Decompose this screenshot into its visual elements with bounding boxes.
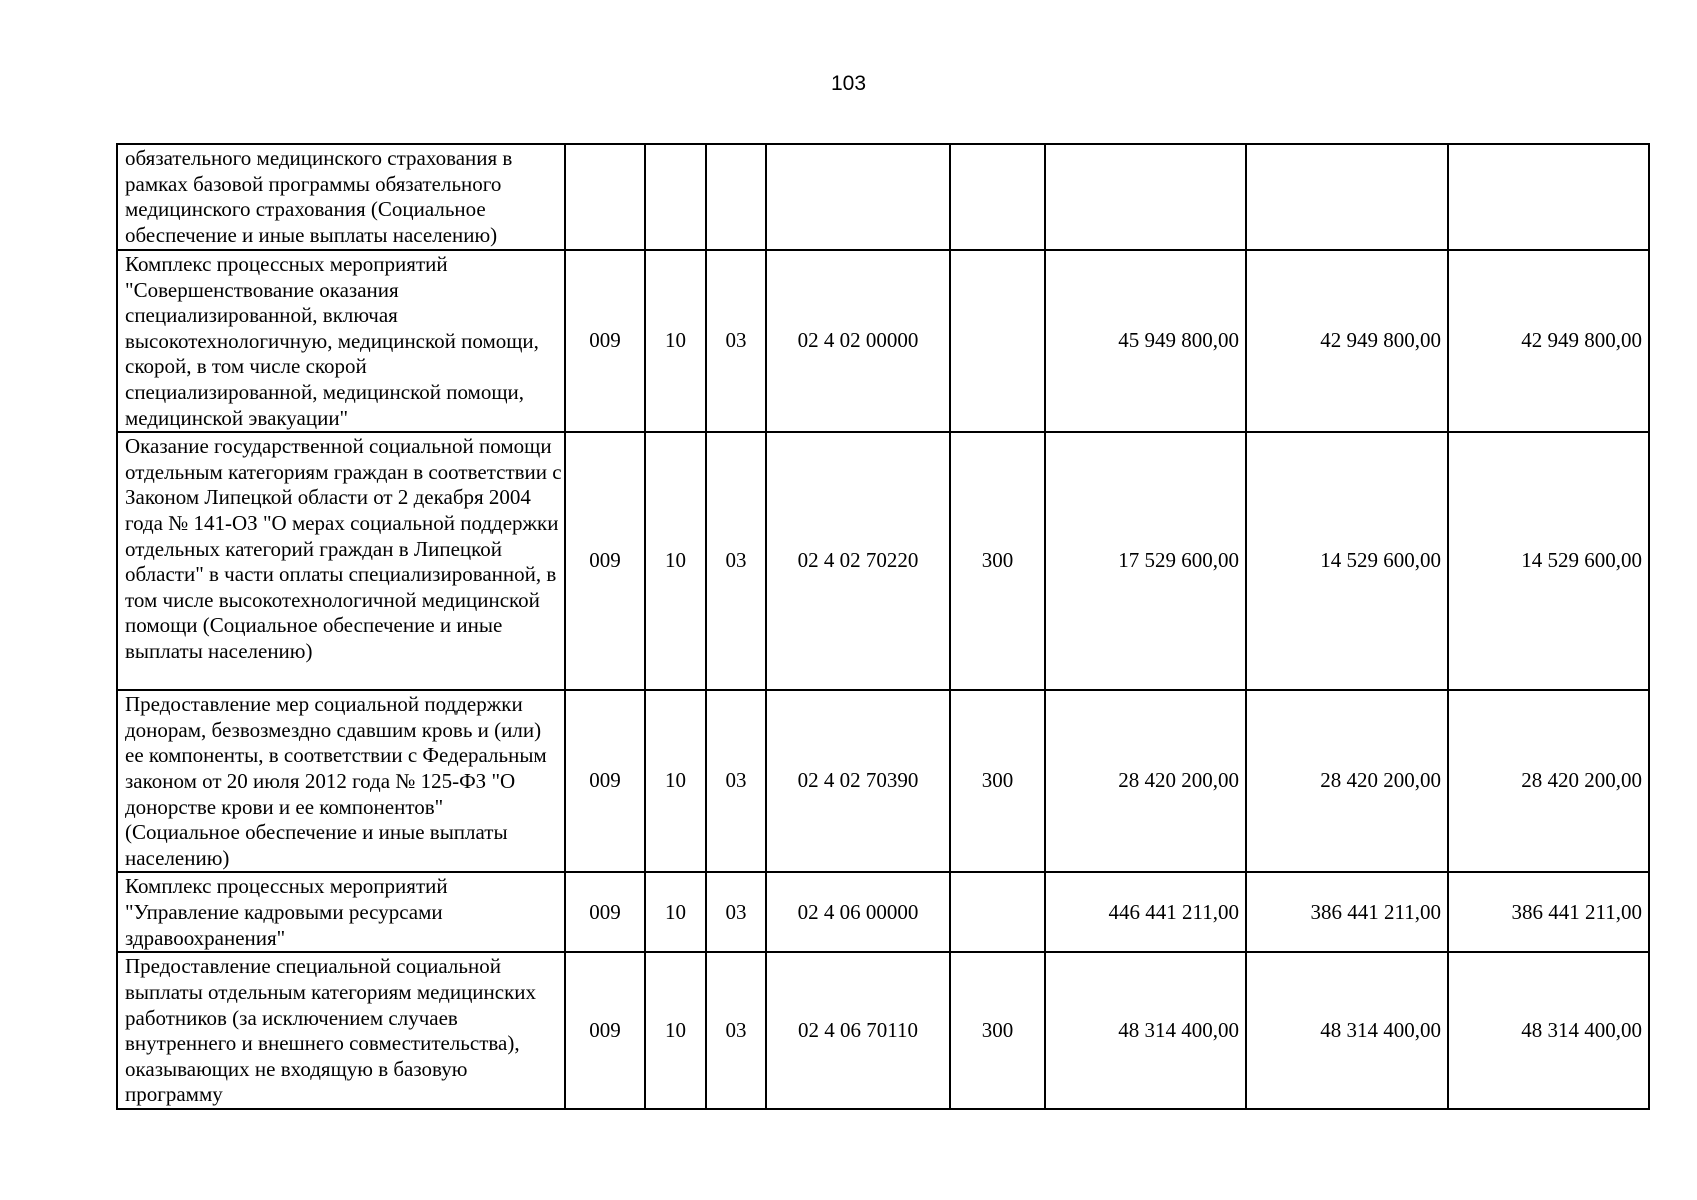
row-name-cell: обязательного медицинского страхования в рамках базовой программы обязательного медицинского страхования (Социальное обеспечение и иные выплаты населению) [117, 144, 565, 250]
table-row [117, 250, 1649, 432]
amount-1-cell: 17 529 600,00 [1045, 432, 1246, 690]
expense-type-cell [950, 144, 1045, 250]
expense-type-cell [950, 250, 1045, 432]
amount-2-cell: 14 529 600,00 [1246, 432, 1448, 690]
subsection-code-cell [706, 144, 766, 250]
row-name-cell: Оказание государственной социальной помощи отдельным категориям граждан в соответствии с Законом Липецкой области от 2 декабря 2004 года № 141-ОЗ "О мерах социальной поддержки отдельных категорий граждан в Липецкой области" в части оплаты специализированной, в том числе высокотехнологичной медицинской помощи (Социальное обеспечение и иные выплаты населению) [117, 432, 565, 690]
section-code-cell: 10 [645, 952, 706, 1109]
amount-2-cell: 42 949 800,00 [1246, 250, 1448, 432]
row-name-cell: Предоставление специальной социальной выплаты отдельным категориям медицинских работников (за исключением случаев внутреннего и внешнего совместительства), оказывающих не входящую в базовую программу [117, 952, 565, 1109]
row-name-cell: Предоставление мер социальной поддержки донорам, безвозмездно сдавшим кровь и (или) ее компоненты, в соответствии с Федеральным законом от 20 июля 2012 года № 125-ФЗ "О донорстве крови и ее компонентов" (Социальное обеспечение и иные выплаты населению) [117, 690, 565, 872]
amount-2-cell: 386 441 211,00 [1246, 872, 1448, 952]
amount-1-cell [1045, 144, 1246, 250]
target-article-cell: 02 4 06 00000 [766, 872, 950, 952]
row-name-cell: Комплекс процессных мероприятий "Управление кадровыми ресурсами здравоохранения" [117, 872, 565, 952]
ministry-code-cell: 009 [565, 872, 645, 952]
amount-2-cell [1246, 144, 1448, 250]
section-code-cell: 10 [645, 432, 706, 690]
ministry-code-cell: 009 [565, 952, 645, 1109]
amount-3-cell: 48 314 400,00 [1448, 952, 1649, 1109]
amount-1-cell: 48 314 400,00 [1045, 952, 1246, 1109]
amount-1-cell: 28 420 200,00 [1045, 690, 1246, 872]
amount-3-cell: 28 420 200,00 [1448, 690, 1649, 872]
section-code-cell: 10 [645, 690, 706, 872]
subsection-code-cell: 03 [706, 872, 766, 952]
subsection-code-cell: 03 [706, 690, 766, 872]
target-article-cell: 02 4 06 70110 [766, 952, 950, 1109]
amount-3-cell: 42 949 800,00 [1448, 250, 1649, 432]
expense-type-cell: 300 [950, 432, 1045, 690]
expense-type-cell [950, 872, 1045, 952]
amount-3-cell: 14 529 600,00 [1448, 432, 1649, 690]
subsection-code-cell: 03 [706, 250, 766, 432]
table-row [117, 872, 1649, 952]
amount-1-cell: 446 441 211,00 [1045, 872, 1246, 952]
section-code-cell: 10 [645, 250, 706, 432]
table-row [117, 952, 1649, 1109]
expense-type-cell: 300 [950, 690, 1045, 872]
ministry-code-cell: 009 [565, 250, 645, 432]
table-row [117, 144, 1649, 250]
target-article-cell: 02 4 02 00000 [766, 250, 950, 432]
target-article-cell: 02 4 02 70220 [766, 432, 950, 690]
row-name-cell: Комплекс процессных мероприятий "Совершенствование оказания специализированной, включая высокотехнологичную, медицинской помощи, скорой, в том числе скорой специализированной, медицинской помощи, медицинской эвакуации" [117, 250, 565, 432]
expense-type-cell: 300 [950, 952, 1045, 1109]
target-article-cell [766, 144, 950, 250]
ministry-code-cell [565, 144, 645, 250]
table-row [117, 432, 1649, 690]
table-row [117, 690, 1649, 872]
section-code-cell: 10 [645, 872, 706, 952]
subsection-code-cell: 03 [706, 432, 766, 690]
ministry-code-cell: 009 [565, 432, 645, 690]
amount-2-cell: 48 314 400,00 [1246, 952, 1448, 1109]
ministry-code-cell: 009 [565, 690, 645, 872]
amount-3-cell: 386 441 211,00 [1448, 872, 1649, 952]
amount-1-cell: 45 949 800,00 [1045, 250, 1246, 432]
amount-2-cell: 28 420 200,00 [1246, 690, 1448, 872]
page-number: 103 [830, 72, 867, 95]
target-article-cell: 02 4 02 70390 [766, 690, 950, 872]
amount-3-cell [1448, 144, 1649, 250]
subsection-code-cell: 03 [706, 952, 766, 1109]
section-code-cell [645, 144, 706, 250]
budget-table [116, 143, 1650, 1110]
